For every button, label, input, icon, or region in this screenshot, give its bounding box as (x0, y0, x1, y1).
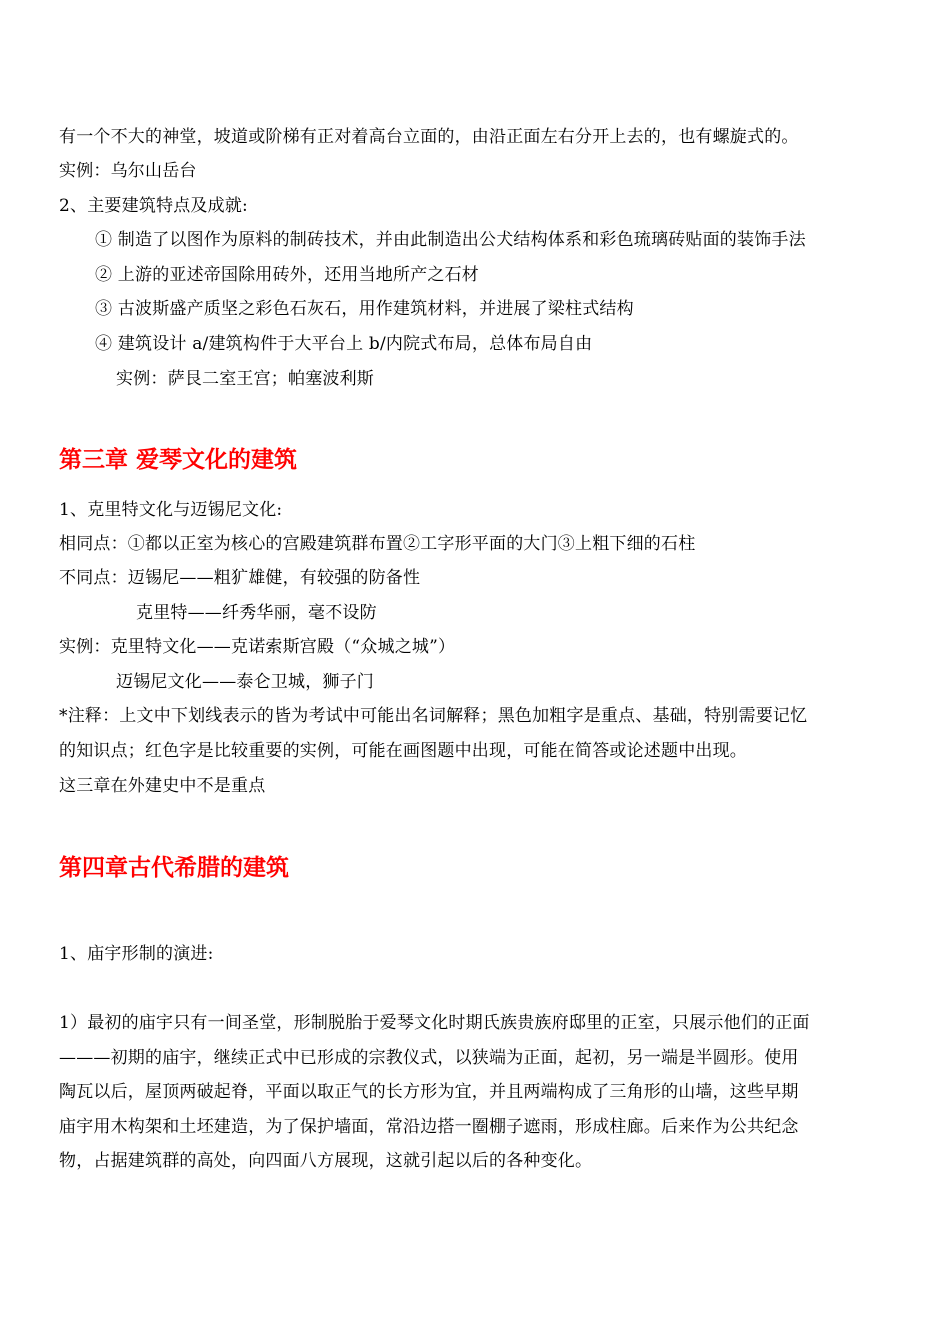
paragraph-line: ———初期的庙宇，继续正式中已形成的宗教仪式，以狭端为正面，起初，另一端是半圆形。使用 (59, 1048, 799, 1068)
item-heading: 1、克里特文化与迈锡尼文化: (59, 500, 283, 520)
paragraph-line: 物，占据建筑群的高处，向四面八方展现，这就引起以后的各种变化。 (59, 1151, 593, 1171)
note-line: 的知识点；红色字是比较重要的实例，可能在画图题中出现，可能在简答或论述题中出现。 (59, 741, 747, 761)
example-line: 实例：萨艮二室王宫；帕塞波利斯 (116, 369, 374, 389)
text-line: 有一个不大的神堂，坡道或阶梯有正对着高台立面的，由沿正面左右分开上去的，也有螺旋式的。 (59, 127, 799, 147)
features-title: 2、主要建筑特点及成就: (59, 196, 248, 216)
note-line: 这三章在外建史中不是重点 (59, 776, 266, 796)
example-line: 实例：乌尔山岳台 (59, 161, 197, 181)
item-heading: 1、庙宇形制的演进: (59, 944, 214, 964)
feature-item-3: ③ 古波斯盛产质坚之彩色石灰石，用作建筑材料，并进展了梁柱式结构 (95, 299, 634, 319)
example-line-cont: 迈锡尼文化——泰仑卫城，狮子门 (116, 672, 374, 692)
diff-points: 不同点：迈锡尼——粗犷雄健，有较强的防备性 (59, 568, 421, 588)
paragraph-line: 陶瓦以后，屋顶两破起脊，平面以取正气的长方形为宜，并且两端构成了三角形的山墙，这些早期 (59, 1082, 799, 1102)
chapter-3-title: 第三章 爱琴文化的建筑 (59, 447, 298, 473)
feature-item-2: ② 上游的亚述帝国除用砖外，还用当地所产之石材 (95, 265, 480, 285)
diff-points-cont: 克里特——纤秀华丽，毫不设防 (136, 603, 377, 623)
chapter-4-title: 第四章古代希腊的建筑 (59, 855, 289, 881)
paragraph-line: 庙宇用木构架和土坯建造，为了保护墙面，常沿边搭一圈棚子遮雨，形成柱廊。后来作为公共纪念 (59, 1117, 799, 1137)
same-points: 相同点：①都以正室为核心的宫殿建筑群布置②工字形平面的大门③上粗下细的石柱 (59, 534, 696, 554)
paragraph-line: 1）最初的庙宇只有一间圣堂，形制脱胎于爱琴文化时期氏族贵族府邸里的正室，只展示他们的正面 (59, 1013, 810, 1033)
feature-item-4: ④ 建筑设计 a/建筑构件于大平台上 b/内院式布局，总体布局自由 (95, 334, 593, 354)
note-line: *注释：上文中下划线表示的皆为考试中可能出名词解释；黑色加粗字是重点、基础，特别需要记忆 (59, 706, 808, 726)
feature-item-1: ① 制造了以图作为原料的制砖技术，并由此制造出公犬结构体系和彩色琉璃砖贴面的装饰手法 (95, 230, 806, 250)
example-line: 实例：克里特文化——克诺索斯宫殿（“众城之城”） (59, 637, 456, 657)
